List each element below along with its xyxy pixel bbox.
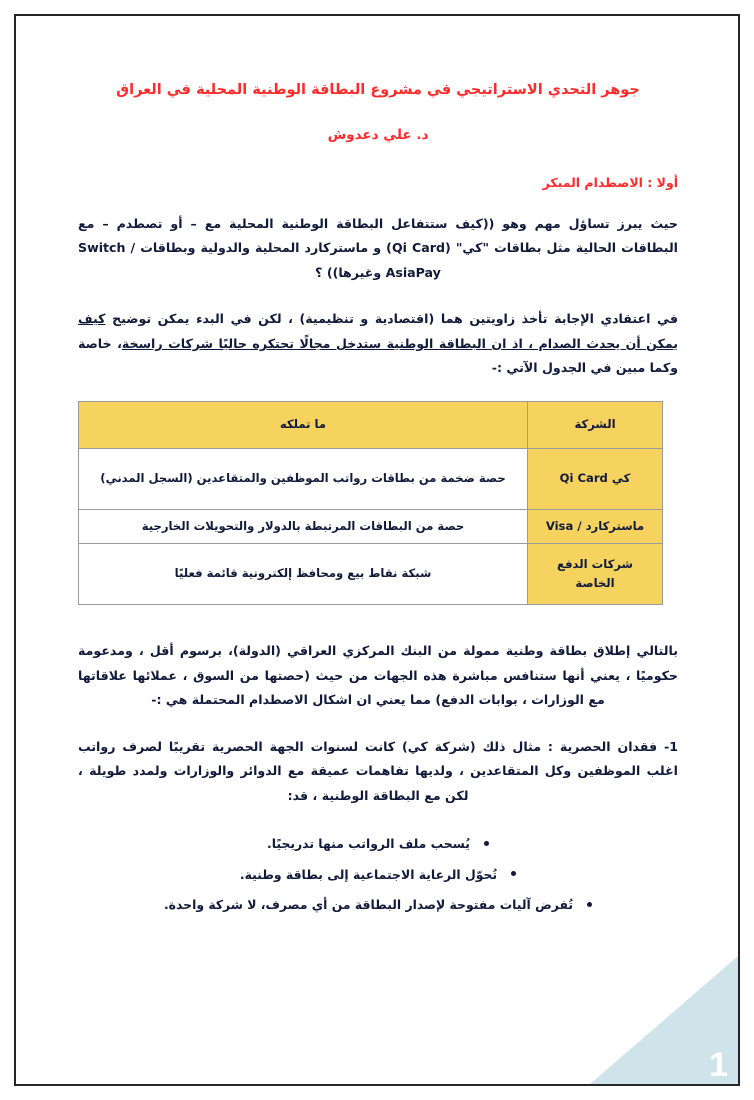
bullet-dot-icon: [587, 902, 592, 907]
companies-table: [78, 401, 663, 605]
table-header-holdings: ما تملكه: [79, 401, 528, 448]
section-heading-first: أولا : الاصطدام المبكر: [542, 174, 678, 190]
paragraph-loss-of-exclusivity: 1- فقدان الحصرية : مثال ذلك (شركة كي) كانت لسنوات الجهة الحصرية تقريبًا لصرف رواتب اغلب الموظفين وكل المتقاعدين ، ولديها تفاهمات عميقة مع الدوائر والوزارات ولمدد طويلة ، لكن مع البطاقة الوطنية ، قد:: [78, 738, 678, 803]
list-item: [78, 863, 678, 887]
table-cell-holdings: حصة من البطاقات المرتبطة بالدولار والتحويلات الخارجية: [79, 509, 528, 543]
list-item-label: تُفرض آليات مفتوحة لإصدار البطاقة من أي مصرف، لا شركة واحدة.: [163, 897, 574, 913]
document-author: د. علي دعدوش: [327, 126, 429, 143]
list-item: [78, 893, 678, 917]
paragraph-question: حيث يبرز تساؤل مهم وهو ((كيف ستتفاعل البطاقة الوطنية المحلية مع – أو تصطدم – مع البطاقات الحالية مثل بطاقات "كي" (Qi Card) و ماستركارد المحلية والدولية وبطاقات Switch / AsiaPay وغيرها)) ؟: [78, 215, 678, 280]
page-title: جوهر التحدي الاستراتيجي في مشروع البطاقة الوطنية المحلية في العراق: [116, 82, 640, 98]
table-cell-company: كي Qi Card: [528, 448, 663, 509]
table-cell-company: ماستركارد / Visa: [528, 509, 663, 543]
table-header-row: [79, 401, 663, 448]
paragraph-national-card: بالتالي إطلاق بطاقة وطنية ممولة من البنك المركزي العراقي (الدولة)، برسوم أقل ، ومدعومة حكوميًا ، يعني أنها ستنافس مباشرة هذه الجهات من حيث (حصتها من السوق ، عملائها علاقاتها مع الوزارات ، بوابات الدفع) مما يعني ان اشكال الاصطدام المحتملة هي :-: [78, 643, 678, 708]
consequences-list: [78, 832, 678, 917]
page-number: 1: [709, 1046, 728, 1084]
paragraph-answer-tail: ، خاصة وكما مبين في الجدول الآتي :-: [78, 335, 678, 376]
table-cell-company: شركات الدفع الخاصة: [528, 544, 663, 605]
table-cell-holdings: شبكة نقاط بيع ومحافظ إلكترونية قائمة فعليًا: [79, 544, 528, 605]
bullet-dot-icon: [484, 841, 489, 846]
bullet-dot-icon: [511, 871, 516, 876]
list-item-label: يُسحب ملف الرواتب منها تدريجيًا.: [267, 836, 470, 852]
table-row: [79, 544, 663, 605]
list-item-label: تُحوّل الرعاية الاجتماعية إلى بطاقة وطنية.: [239, 866, 498, 882]
paragraph-answer-lead: في اعتقادي الإجابة تأخذ زاويتين هما (اقتصادية و تنظيمية) ، لكن في البدء يمكن توضيح: [105, 311, 678, 327]
table-row: [79, 509, 663, 543]
companies-table-wrapper: [78, 401, 678, 605]
paragraph-answer-underlined: كيف يمكن أن يحدث الصدام ، اذ ان البطاقة الوطنية ستدخل مجالًا تحتكره حاليًا شركات راسخة: [78, 311, 678, 351]
paragraph-answer-intro: [78, 307, 678, 381]
list-item: [78, 832, 678, 856]
table-header-company: الشركة: [528, 401, 663, 448]
document-content: [78, 40, 678, 924]
table-cell-holdings: حصة ضخمة من بطاقات رواتب الموظفين والمتقاعدين (السجل المدني): [79, 448, 528, 509]
table-row: [79, 448, 663, 509]
